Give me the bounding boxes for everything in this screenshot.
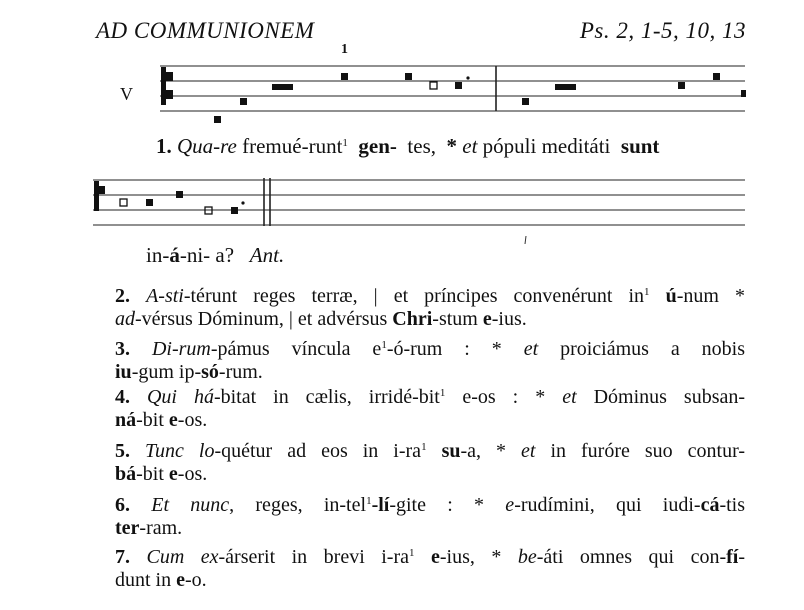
dot xyxy=(466,76,469,79)
verse-line xyxy=(115,463,745,486)
neume xyxy=(214,116,221,123)
verse-line xyxy=(115,285,745,308)
verse-text: -térunt reges terræ, | et príncipes convenérunt in xyxy=(183,285,645,307)
verse-text: -os. xyxy=(177,463,208,485)
lyric-word: pópuli meditáti xyxy=(482,134,611,158)
verse-2 xyxy=(115,285,745,331)
neume xyxy=(272,84,279,90)
verse-text: fí xyxy=(726,546,739,568)
neume xyxy=(279,84,286,90)
verse-text: -num * xyxy=(676,285,745,307)
dot xyxy=(241,201,244,204)
neume-hollow xyxy=(120,199,127,206)
verse-3 xyxy=(115,338,745,384)
chant-lyrics-line-1 xyxy=(156,134,659,159)
verse-text: -stum xyxy=(432,308,478,330)
lyric-word: -ni- a? xyxy=(179,243,235,267)
verse-line xyxy=(115,338,745,361)
neume xyxy=(176,191,183,198)
accent-sup: 1 xyxy=(644,286,650,298)
verse-text: -quétur ad eos in i-ra xyxy=(214,440,422,462)
staff-1 xyxy=(160,66,745,111)
verse-6 xyxy=(115,494,745,540)
verse-number: 3. xyxy=(115,338,130,360)
section-title: AD COMMUNIONEM xyxy=(96,18,315,43)
verse-text: in furóre suo contur- xyxy=(550,440,746,462)
verse-number-marker: 1 xyxy=(341,42,348,57)
verse-line xyxy=(115,409,745,432)
verse-text: e xyxy=(505,494,515,516)
verse-number: 7. xyxy=(115,546,130,568)
accent-sup: 1 xyxy=(366,495,372,507)
verse-text: , reges, in-tel xyxy=(229,494,367,516)
verse-text: Chri xyxy=(392,308,433,330)
verse-line xyxy=(115,494,745,517)
verse-text: Cum ex xyxy=(146,546,219,568)
verse-text: e xyxy=(482,308,492,330)
lyric-word: in- xyxy=(146,243,170,267)
lyric-word: tes, xyxy=(407,134,436,158)
verse-4 xyxy=(115,386,745,432)
verse-text: -gite : * xyxy=(389,494,485,516)
verse-text: -bit xyxy=(136,463,164,485)
neume xyxy=(741,90,746,97)
neume xyxy=(231,207,238,214)
lyric-word: gen- xyxy=(358,134,397,158)
chant-lyrics-line-2 xyxy=(146,243,284,268)
mode-marker: V xyxy=(120,84,133,104)
neume xyxy=(555,84,562,90)
verse-text: -gum ip- xyxy=(131,361,202,383)
asterisk: * xyxy=(446,134,457,158)
verse-text: -ius. xyxy=(491,308,527,330)
verse-text: e xyxy=(176,569,186,591)
verse-7 xyxy=(115,546,745,592)
verse-text: su xyxy=(441,440,461,462)
accent-sup: 1 xyxy=(381,339,387,351)
verse-text: -bitat in cælis, irridé-bit xyxy=(213,386,440,408)
verse-text: Et nunc xyxy=(151,494,230,516)
verse-number: 1. xyxy=(156,134,172,158)
verse-text: -o. xyxy=(185,569,207,591)
neume xyxy=(522,98,529,105)
verse-text: -a, * xyxy=(460,440,507,462)
verse-text: -ram. xyxy=(139,517,183,539)
verse-line xyxy=(115,308,745,331)
verse-line xyxy=(115,440,745,463)
verse-text: et xyxy=(523,338,539,360)
verse-text: - xyxy=(738,546,746,568)
lyric-word: sunt xyxy=(620,134,660,158)
verse-line xyxy=(115,569,745,592)
neume xyxy=(405,73,412,80)
verse-text: A-sti xyxy=(146,285,184,307)
verse-line xyxy=(115,517,745,540)
verse-line xyxy=(115,361,745,384)
neume xyxy=(569,84,576,90)
accent-sup: 1 xyxy=(439,387,446,399)
verse-text: -lí xyxy=(371,494,390,516)
verse-text: cá xyxy=(700,494,720,516)
lyric-word: et xyxy=(462,134,478,158)
verse-line xyxy=(115,386,745,409)
verse-text: Dóminus subsan- xyxy=(593,386,746,408)
verse-text: -ó-rum : * xyxy=(386,338,502,360)
verse-text: be xyxy=(517,546,537,568)
verse-line xyxy=(115,546,745,569)
lyric-word: á xyxy=(169,243,180,267)
verse-text: e-os : * xyxy=(462,386,546,408)
verse-number: 4. xyxy=(115,386,130,408)
accent-sup: 1 xyxy=(421,441,427,453)
verse-number: 2. xyxy=(115,285,130,307)
verse-text: proiciámus a nobis xyxy=(560,338,746,360)
verse-text: ter xyxy=(115,517,140,539)
verse-text: -rum. xyxy=(218,361,263,383)
staff-2 xyxy=(93,178,745,226)
verse-text: Tunc lo xyxy=(145,440,215,462)
psalm-reference: Ps. 2, 1-5, 10, 13 xyxy=(579,18,746,43)
verse-text: iu xyxy=(115,361,132,383)
neume xyxy=(713,73,720,80)
verse-text: -árserit in brevi i-ra xyxy=(218,546,409,568)
neume-hollow xyxy=(430,82,437,89)
accent-sup: 1 xyxy=(409,547,415,559)
verse-text: -pámus víncula e xyxy=(210,338,382,360)
staff-2-clef xyxy=(94,181,105,211)
neume xyxy=(678,82,685,89)
staff-2-neumes xyxy=(120,191,526,244)
verse-text: e xyxy=(168,409,178,431)
verse-text: -vérsus Dóminum, | et advérsus xyxy=(135,308,388,330)
verse-text: ú xyxy=(665,285,677,307)
verse-text: -os. xyxy=(177,409,208,431)
verse-text: -áti omnes qui con- xyxy=(536,546,727,568)
verse-text: -ius, * xyxy=(439,546,502,568)
verse-text: ad xyxy=(115,308,135,330)
verse-text: -tis xyxy=(719,494,746,516)
verse-text: bá xyxy=(115,463,137,485)
verse-number: 6. xyxy=(115,494,130,516)
verse-text: dunt in xyxy=(115,569,172,591)
neume xyxy=(146,199,153,206)
neume xyxy=(455,82,462,89)
neume xyxy=(562,84,569,90)
verse-text: -rudímini, qui iudi- xyxy=(514,494,701,516)
staff-1-clef xyxy=(161,67,173,105)
verse-text: e xyxy=(430,546,440,568)
verse-number: 5. xyxy=(115,440,130,462)
verse-text: Di-rum xyxy=(151,338,211,360)
verse-text: -bit xyxy=(136,409,164,431)
antiphon-marker: Ant. xyxy=(249,243,285,267)
verse-text: só xyxy=(201,361,219,383)
neume xyxy=(286,84,293,90)
verse-text: e xyxy=(168,463,178,485)
neume xyxy=(240,98,247,105)
verse-text: et xyxy=(562,386,577,408)
verse-text: ná xyxy=(115,409,137,431)
verse-text: et xyxy=(521,440,536,462)
accent-sup: 1 xyxy=(342,137,348,149)
verse-5 xyxy=(115,440,745,486)
lyric-word: fremué-runt xyxy=(242,134,343,158)
verse-text: Qui há xyxy=(146,386,214,408)
lyric-word: Qua-re xyxy=(177,134,237,158)
neume xyxy=(341,73,348,80)
